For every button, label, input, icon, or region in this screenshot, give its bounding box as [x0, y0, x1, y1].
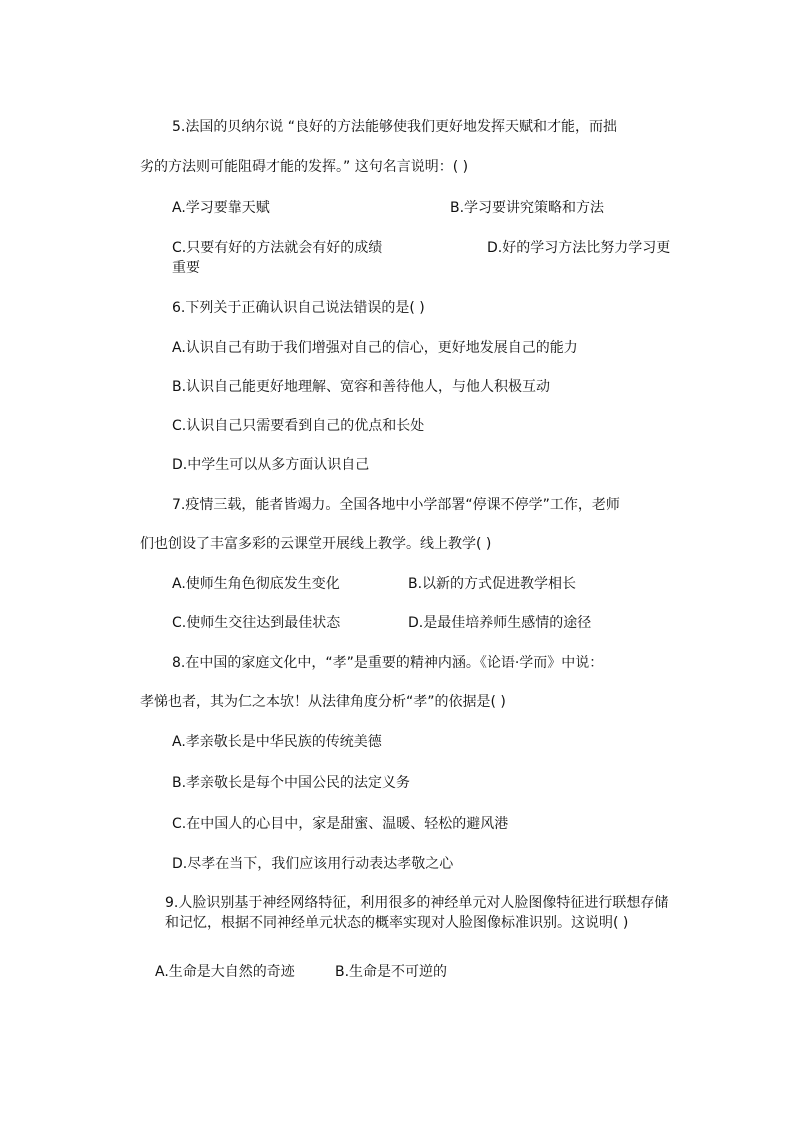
- q8-stem-line1: 8.在中国的家庭文化中，“孝”是重要的精神内涵。《论语·学而》中说：: [172, 655, 604, 671]
- q6-option-c: C.认识自己只需要看到自己的优点和长处: [172, 418, 425, 434]
- q7-option-b: B.以新的方式促进教学相长: [408, 576, 577, 592]
- q7-option-a: A.使师生角色彻底发生变化: [172, 576, 340, 592]
- q5-option-d-continued: 重要: [172, 260, 200, 276]
- q8-option-b: B.孝亲敬长是每个中国公民的法定义务: [172, 775, 411, 791]
- q5-option-c: C.只要有好的方法就会有好的成绩: [172, 240, 383, 256]
- q8-stem-line2: 孝悌也者，其为仁之本欤！从法律角度分析“孝”的依据是( ): [140, 694, 506, 710]
- q5-stem-line1: 5.法国的贝纳尔说 “良好的方法能够使我们更好地发挥天赋和才能，而拙: [172, 119, 618, 135]
- q6-option-a: A.认识自己有助于我们增强对自己的信心，更好地发展自己的能力: [172, 340, 578, 356]
- q7-stem-line2: 们也创设了丰富多彩的云课堂开展线上教学。线上教学( ): [140, 536, 492, 552]
- q6-option-b: B.认识自己能更好地理解、宽容和善待他人，与他人积极互动: [172, 379, 551, 395]
- q6-stem: 6.下列关于正确认识自己说法错误的是( ): [172, 300, 425, 316]
- q9-stem-line1: 9.人脸识别基于神经网络特征，利用很多的神经单元对人脸图像特征进行联想存储: [165, 895, 669, 911]
- q9-stem-line2: 和记忆，根据不同神经单元状态的概率实现对人脸图像标准识别。这说明( ): [165, 915, 629, 931]
- q5-option-a: A.学习要靠天赋: [172, 200, 270, 216]
- q7-option-c: C.使师生交往达到最佳状态: [172, 615, 341, 631]
- q8-option-c: C.在中国人的心目中，家是甜蜜、温暖、轻松的避风港: [172, 816, 509, 832]
- q9-option-a: A.生命是大自然的奇迹: [155, 964, 295, 980]
- q6-option-d: D.中学生可以从多方面认识自己: [172, 457, 370, 473]
- q8-option-a: A.孝亲敬长是中华民族的传统美德: [172, 734, 382, 750]
- q7-option-d: D.是最佳培养师生感情的途径: [408, 615, 592, 631]
- q5-stem-line2: 劣的方法则可能阻碍才能的发挥。” 这句名言说明：( ): [140, 159, 469, 175]
- q8-option-d: D.尽孝在当下，我们应该用行动表达孝敬之心: [172, 856, 454, 872]
- q5-option-d: D.好的学习方法比努力学习更: [487, 240, 671, 256]
- q5-option-b: B.学习要讲究策略和方法: [450, 200, 605, 216]
- q9-option-b: B.生命是不可逆的: [335, 964, 448, 980]
- q7-stem-line1: 7.疫情三载，能者皆竭力。全国各地中小学部署“停课不停学”工作，老师: [172, 497, 620, 513]
